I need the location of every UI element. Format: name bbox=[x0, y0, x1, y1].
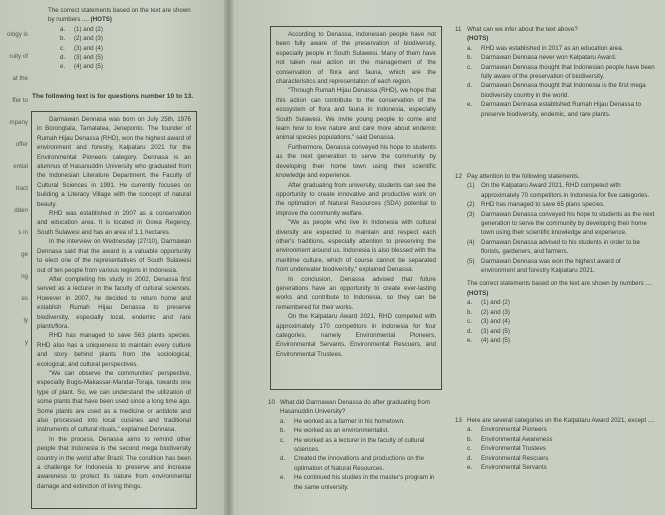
margin-fragment: s in bbox=[18, 229, 28, 236]
q12-stem: Pay attention to the following statements. bbox=[467, 173, 580, 180]
answer-option bbox=[280, 436, 444, 455]
option-text: Environmental Rescuers bbox=[481, 454, 549, 462]
answer-option bbox=[467, 308, 655, 317]
passage-paragraph: Furthermore, Denassa conveyed his hope to students as the next generation to serve the community by developing their home town using their scientific knowledge and experience. bbox=[276, 143, 436, 180]
q12-number: 12 bbox=[455, 173, 462, 180]
question-11 bbox=[455, 25, 655, 119]
statement-item bbox=[467, 181, 655, 200]
option-letter: (5) bbox=[467, 257, 475, 265]
answer-option bbox=[60, 34, 198, 43]
passage-paragraph: After graduating from university, students can see the opportunity to create innovative and productive work on the optimation of Natural Resources (SDA) potential to improve the community welfare. bbox=[276, 181, 436, 217]
option-text: He worked as a lecturer in the faculty of cultural sciences. bbox=[294, 436, 425, 454]
margin-fragment: dden bbox=[14, 207, 28, 214]
option-text: (3) and (4) bbox=[481, 318, 510, 326]
margin-fragment: ge bbox=[21, 251, 28, 258]
statement-item bbox=[467, 257, 655, 276]
q10-number: 10 bbox=[268, 399, 275, 406]
option-letter: a. bbox=[467, 426, 473, 434]
question-12 bbox=[455, 172, 655, 345]
option-text: (4) and (5) bbox=[74, 63, 103, 71]
option-text: Environmental Pioneers bbox=[481, 426, 547, 434]
margin-fragment: ly bbox=[23, 317, 28, 324]
q9-stem: The correct statements based on the text are shown by numbers .... bbox=[48, 7, 191, 24]
q12-tag: (HOTS) bbox=[467, 289, 489, 297]
option-text: (2) and (3) bbox=[74, 35, 103, 43]
option-text: Environmental Trustees bbox=[481, 445, 546, 453]
answer-option bbox=[280, 417, 444, 426]
passage-paragraph: RHD has managed to save 563 plants species. RHD also has a uniqueness to maintain every culture and story behind plants from the sociological, ecological, and cultural perspectives. bbox=[37, 332, 191, 368]
answer-option bbox=[467, 63, 655, 82]
option-text: (3) and (5) bbox=[74, 54, 103, 62]
option-letter: d. bbox=[467, 454, 473, 462]
answer-option bbox=[467, 317, 655, 326]
option-text: (2) and (3) bbox=[481, 308, 510, 316]
statement-item bbox=[467, 200, 655, 209]
q11-tag: (HOTS) bbox=[467, 35, 489, 43]
passage-paragraph: Darmawan Dennasa was born on July 25th, 1976 in Borongtala, Tamalatea, Jeneponto. The founder of Rumah Hijau Denassa (RHD), won the highest award of environment and forestry, Kalpataru 2021 for the Environmental Pioneers category. Dennasa is an alumnus of Hasanuddin University who graduated from the Indonesian Literature Department, the Faculty of Cultural Sciences in 1991. He currently focuses on building a Literacy Village with the concept of natural beauty. bbox=[37, 116, 191, 208]
answer-option bbox=[467, 444, 655, 453]
option-letter: c. bbox=[467, 445, 472, 453]
left-margin-fragments bbox=[0, 30, 28, 360]
passage-paragraph: RHD was established in 2007 as a conservation and education area. It is located in Gowa Regency, South Sulawesi and has an area of 1.1 hectares. bbox=[37, 210, 191, 236]
option-text: Darmawan Dennasa thought that Indonesia is the first mega biodiversity country in the world. bbox=[481, 82, 646, 99]
answer-option bbox=[467, 463, 655, 472]
statement-item bbox=[467, 238, 655, 257]
option-letter: c. bbox=[467, 63, 472, 71]
passage-paragraph: "We can observe the communities' perspective, especially Bugis-Makassar-Mandar-Toraja, towards one type of plant. So, we can understand the utilization of some plants that have been used since a long time ago. Some plants are used as a medicine or antidote and also processed into local cuisines and traditional instruments of cultural rituals," explained Dennasa. bbox=[37, 369, 191, 434]
answer-option bbox=[467, 327, 655, 336]
answer-option bbox=[280, 426, 444, 435]
answer-option bbox=[467, 454, 655, 463]
answer-option bbox=[467, 44, 655, 53]
option-letter: a. bbox=[467, 299, 473, 307]
option-letter: a. bbox=[280, 417, 286, 425]
option-letter: d. bbox=[467, 327, 473, 335]
option-letter: b. bbox=[467, 54, 473, 62]
reading-heading: The following text is for questions number 10 to 13. bbox=[32, 93, 194, 100]
option-letter: (2) bbox=[467, 201, 475, 209]
margin-fragment: tract bbox=[15, 185, 28, 192]
option-letter: c. bbox=[280, 436, 285, 444]
passage-paragraph: "We as people who live in Indonesia with cultural diversity are expected to maintain and respect each other's traditions, especially attention to preserving the environment around us. Indonesia is also blessed with the maritime culture, which of course cannot be separated from underwater biodiversity," explained Denassa. bbox=[276, 219, 436, 274]
passage-paragraph: "Through Rumah Hijau Denassa (RHD), we hope that this action can contribute to the conservation of the ecosystem of flora and fauna in Indonesia, especially South Sulawesi. We invite young people to come and learn how to love nature and care more about endemic animal species populations," said Denassa. bbox=[276, 87, 436, 142]
option-letter: e. bbox=[467, 336, 473, 344]
q13-number: 13 bbox=[455, 417, 462, 424]
option-text: Environmental Servants bbox=[481, 464, 547, 472]
option-text: He continued his studies in the master's program in the same university. bbox=[294, 474, 435, 491]
answer-option bbox=[60, 44, 198, 53]
option-text: He worked as a farmer in his hometown. bbox=[294, 417, 405, 425]
answer-option bbox=[467, 435, 655, 444]
question-13 bbox=[455, 416, 655, 472]
margin-fragment: ffer to bbox=[12, 97, 28, 104]
option-letter: c. bbox=[467, 318, 472, 326]
option-letter: e. bbox=[467, 464, 473, 472]
option-text: (3) and (4) bbox=[74, 44, 103, 52]
passage-box-part-2 bbox=[270, 26, 442, 390]
margin-fragment: es bbox=[21, 295, 28, 302]
option-letter: b. bbox=[280, 427, 286, 435]
option-letter: a. bbox=[60, 25, 66, 33]
option-letter: (3) bbox=[467, 210, 475, 218]
option-letter: b. bbox=[60, 35, 66, 43]
option-text: Darmawan Denassa advised to his students in order to be florists, gardeners, and farmers. bbox=[481, 238, 640, 256]
option-letter: e. bbox=[280, 474, 286, 482]
option-text: Darmawan Dennasa thought that Indonesian people have been fully aware of the preservation of biodiversity. bbox=[481, 63, 655, 81]
passage-paragraph: On the Kalpataru Award 2021, RHD competed with approximately 170 competitors in Indonesia for four categories, namely Environmental Pioneers, Environmental Servants, Environmental Rescuers, and Environmental Trustees. bbox=[276, 313, 436, 358]
option-letter: d. bbox=[467, 82, 473, 90]
answer-option bbox=[467, 100, 655, 119]
passage-paragraph: According to Denassa, Indonesian people have not been fully aware of the preservation of biodiversity, especially people in South Sulawesi. Many of them have not taken real action on the management of the conservation of flora and fauna, which are the characteristics and representation of each region. bbox=[276, 31, 436, 86]
passage-paragraph: In conclusion, Denassa advised that future generations have an opportunity to create ever-lasting works and contribute to Indonesia, so they can be remembered for their works. bbox=[276, 275, 436, 311]
option-letter: (4) bbox=[467, 238, 475, 246]
option-letter: e. bbox=[467, 101, 473, 109]
option-letter: e. bbox=[60, 63, 66, 71]
option-text: On the Kalpataru Award 2021, RHD competed with approximately 70 competitors in Indonesia for five categories. bbox=[481, 182, 650, 199]
passage-paragraph: In the interview on Wednesday (27/10), Darmawan Dennasa said that the award is a valuable opportunity to elect one of the representatives of South Sulawesi out of ten people from various regions in Indonesia. bbox=[37, 238, 191, 274]
statement-item bbox=[467, 210, 655, 238]
margin-fragment: y bbox=[24, 339, 28, 346]
answer-option bbox=[467, 425, 655, 434]
answer-option bbox=[467, 81, 655, 100]
option-letter: d. bbox=[280, 455, 286, 463]
answer-option bbox=[467, 336, 655, 345]
answer-option bbox=[60, 25, 198, 34]
option-letter: (1) bbox=[467, 182, 475, 190]
answer-option bbox=[60, 53, 198, 62]
passage-paragraph: In the process, Denassa aims to remind other people that Indonesia is the second mega biodiversity country in the world after Brazil. The condition has been a challenge for Indonesia to preserve and increase awareness to protect its nature from environmental damage and extinction of living things. bbox=[37, 435, 191, 490]
margin-fragment: at the bbox=[12, 75, 28, 82]
option-letter: b. bbox=[467, 435, 473, 443]
option-text: (3) and (5) bbox=[481, 327, 510, 335]
option-text: Environmental Awareness bbox=[481, 435, 553, 443]
q9-tag: (HOTS) bbox=[90, 16, 112, 24]
option-text: RHD was established in 2017 as an education area. bbox=[481, 44, 624, 52]
option-text: (4) and (5) bbox=[481, 336, 510, 344]
margin-fragment: mpany bbox=[9, 119, 28, 126]
option-text: He worked as an environmentalist. bbox=[294, 427, 389, 435]
q11-stem: What can we infer about the text above? bbox=[467, 26, 578, 33]
option-text: (1) and (2) bbox=[74, 25, 103, 33]
option-text: Darmawan Dennasa never won Kalpataru Award. bbox=[481, 54, 617, 62]
answer-option bbox=[280, 473, 444, 492]
margin-fragment: ng bbox=[21, 273, 28, 280]
passage-box-part-1 bbox=[31, 111, 197, 509]
question-10 bbox=[268, 398, 444, 492]
answer-option bbox=[467, 53, 655, 62]
option-letter: c. bbox=[60, 44, 65, 52]
answer-option bbox=[280, 454, 444, 473]
option-text: Darmawan Dennasa established Rumah Hijau Denassa to preserve biodiversity, endemic, and rare plants. bbox=[481, 101, 641, 118]
book-gutter bbox=[224, 0, 234, 515]
margin-fragment: ruity of bbox=[9, 53, 28, 60]
margin-fragment: offer bbox=[15, 141, 28, 148]
option-text: (1) and (2) bbox=[481, 299, 510, 307]
q12-follow: The correct statements based on the text are shown by numbers .... bbox=[467, 280, 653, 288]
q13-stem: Here are several categories on the Kalpataru Award 2021, except .... bbox=[467, 417, 655, 424]
q11-number: 11 bbox=[455, 26, 462, 33]
margin-fragment: ology is bbox=[7, 31, 28, 38]
answer-option bbox=[60, 62, 198, 71]
q10-stem: What did Darmawan Denassa do after graduating from Hasanuddin University? bbox=[280, 399, 430, 416]
option-letter: a. bbox=[467, 44, 473, 52]
option-text: RHD has managed to save 65 plans species. bbox=[481, 201, 605, 209]
margin-fragment: ential bbox=[13, 163, 28, 170]
answer-option bbox=[467, 298, 655, 307]
question-9-tail bbox=[48, 6, 198, 72]
option-text: Created the innovations and productions on the optimation of Natural Resources. bbox=[294, 455, 425, 472]
option-text: Darmawan Denassa conveyed his hope to students as the next generation to serve the community by developing their home town using their scientific knowledge and experience. bbox=[481, 210, 655, 237]
option-letter: b. bbox=[467, 308, 473, 316]
option-letter: d. bbox=[60, 54, 66, 62]
option-text: Darmawan Dennasa was won the highest award of environment and forestry Kalpataru 2021. bbox=[481, 257, 621, 275]
passage-paragraph: After completing his study in 2002, Denassa first served as a lecturer in the faculty of cultural sciences. However in 2007, he decided to return home and establish Rumah Hijau Denassa to preserve biodiversity, especially local, endemic and rare plants/flora. bbox=[37, 275, 191, 330]
